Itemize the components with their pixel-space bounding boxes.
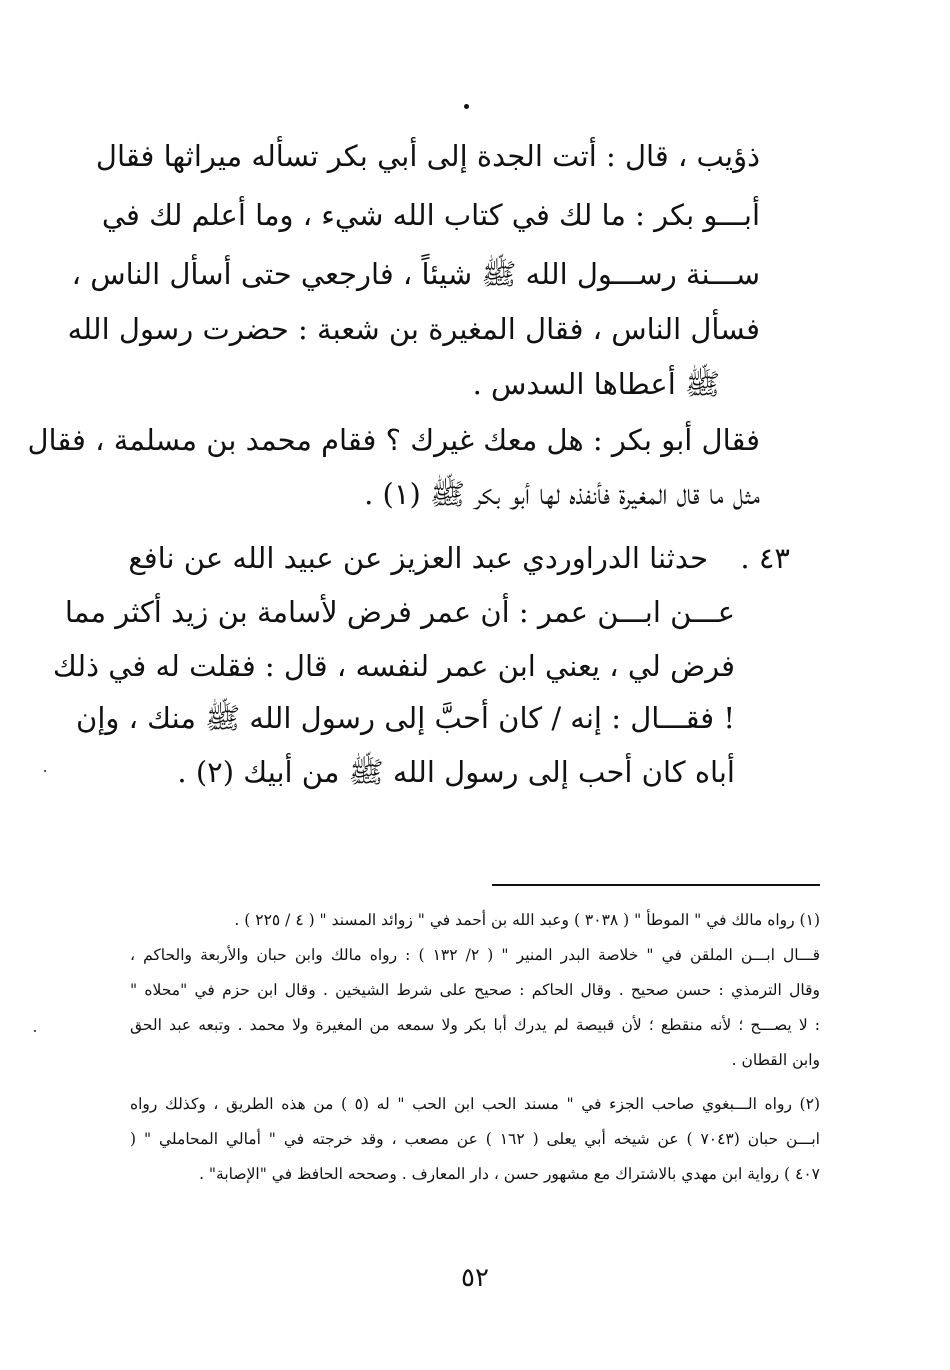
footnote-line: وقال الترمذي : حسن صحيح . وقال الحاكم : صحيح على شرط الشيخين . وقال ابن حزم في "محلاه ": [130, 981, 820, 999]
margin-speck: [44, 770, 46, 772]
footnote-separator: [492, 884, 820, 886]
main-text-line: ! فقـــال : إنه / كان أحبَّ إلى رسول الله ﷺ منك ، وإن: [76, 701, 735, 735]
footnote-line: ٤٠٧ ) رواية ابن مهدي بالاشتراك مع مشهور حسن ، دار المعارف . وصححه الحافظ في "الإصابة" .: [199, 1165, 820, 1183]
footnote-line: قـــال ابـــن الملقن في " خلاصة البدر المنير " ( ٢/ ١٣٢ ) : رواه مالك وابن حبان والأربعة والحاكم ،: [130, 946, 820, 964]
main-text-line: حدثنا الدراوردي عبد العزيز عن عبيد الله عن نافع: [128, 541, 708, 575]
main-text-line: أبـــو بكر : ما لك في كتاب الله شيء ، وما أعلم لك في: [101, 198, 760, 232]
main-text-line: عـــن ابـــن عمر : أن عمر فرض لأسامة بن زيد أكثر مما: [64, 595, 735, 629]
footnote-line: ابـــن حبان (٧٠٤٣ ) عن شيخه أبي يعلى ( ١٦٢ ) عن مصعب ، وقد خرجته في " أمالي المحاملي " (: [130, 1130, 820, 1148]
main-text-line: فرض لي ، يعني ابن عمر لنفسه ، قال : فقلت له في ذلك: [52, 649, 735, 683]
footnote-line: : لا يصـــح ؛ لأنه منقطع ؛ لأن قبيصة لم يدرك أبا بكر ولا سمعه من المغيرة ولا محمد . وتبعه عبد الحق: [130, 1016, 820, 1034]
footnote-line: (١) رواه مالك في " الموطأ " ( ٣٠٣٨ ) وعبد الله بن أحمد في " زوائد المسند " ( ٤ / ٢٢٥ ) .: [234, 911, 820, 929]
main-text-line: فقال أبو بكر : هل معك غيرك ؟ فقام محمد بن مسلمة ، فقال: [27, 423, 760, 457]
main-text-line: ســـنة رســـول الله ﷺ شيئاً ، فارجعي حتى أسأل الناس ،: [71, 257, 760, 291]
margin-speck: [34, 1030, 36, 1032]
top-dot: [464, 104, 469, 109]
main-text-line: فسأل الناس ، فقال المغيرة بن شعبة : حضرت رسول الله: [67, 312, 760, 346]
footnote-line: (٢) رواه الـــبغوي صاحب الجزء في " مسند الحب ابن الحب " له (٥ ) من هذه الطريق ، وكذلك رواه: [130, 1095, 820, 1113]
page-number: ٥٢: [461, 1263, 489, 1293]
main-text-line: ذؤيب ، قال : أتت الجدة إلى أبي بكر تسأله ميراثها فقال: [95, 139, 760, 173]
hadith-number: ٤٣ .: [740, 541, 790, 575]
main-text-line: أباه كان أحب إلى رسول الله ﷺ من أبيك (٢) .: [177, 755, 735, 789]
main-text-line: ﷺ أعطاها السدس .: [472, 367, 720, 401]
main-text-line: مثل ما قال المغيرة فأنفذه لها أبو بكر ﷺ (١) .: [364, 477, 760, 511]
footnote-line: وابن القطان .: [731, 1051, 820, 1069]
